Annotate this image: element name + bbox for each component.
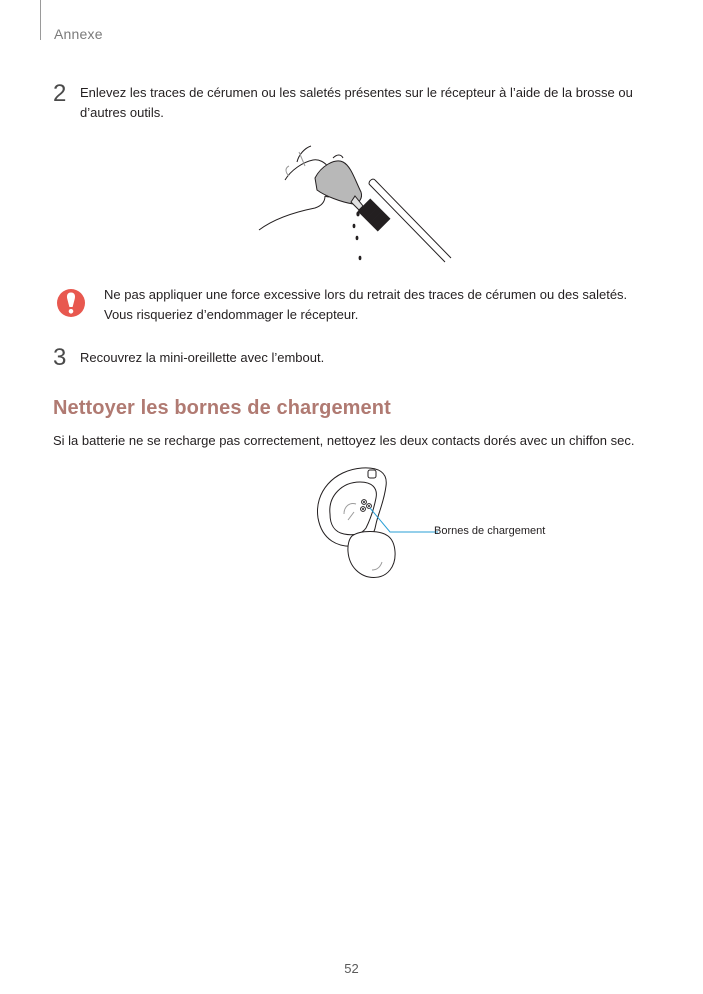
warning-line-1: Ne pas appliquer une force excessive lors du retrait des traces de cérumen ou des saletés. — [104, 287, 628, 302]
section-intro: Si la batterie ne se recharge pas correctement, nettoyez les deux contacts dorés avec un chiffon sec. — [53, 433, 635, 448]
header-section-label: Annexe — [54, 26, 103, 42]
page-number: 52 — [344, 961, 359, 976]
header-divider — [40, 0, 41, 40]
charging-terminals-callout: Bornes de chargement — [434, 525, 546, 537]
warning-text — [104, 285, 664, 325]
warning-icon — [56, 288, 86, 318]
warning-line-2: Vous risqueriez d’endommager le récepteur. — [104, 307, 359, 322]
step-2-text: Enlevez les traces de cérumen ou les saletés présentes sur le récepteur à l’aide de la brosse ou d’autres outils. — [80, 85, 633, 120]
earbud-charging-illustration — [308, 462, 438, 586]
step-2-number: 2 — [53, 80, 67, 107]
step-3-text: Recouvrez la mini-oreillette avec l’embout. — [80, 350, 325, 365]
brush-cleaning-illustration — [255, 140, 455, 270]
step-3-number: 3 — [53, 344, 67, 371]
section-title: Nettoyer les bornes de chargement — [53, 397, 391, 419]
